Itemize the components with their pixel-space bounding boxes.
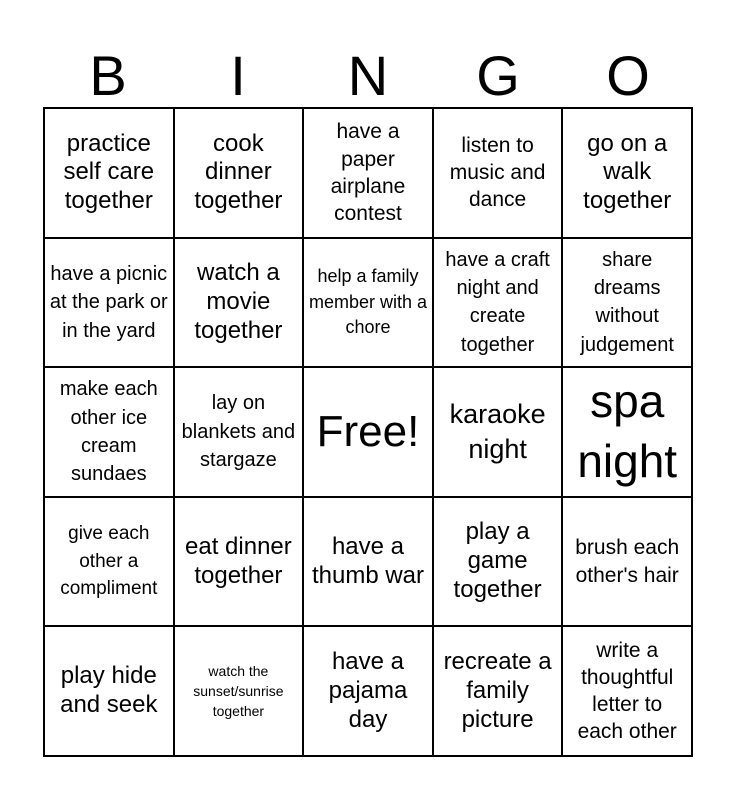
header-letter-o: O xyxy=(606,44,650,107)
bingo-cell[interactable]: play hide and seek xyxy=(44,626,174,756)
bingo-cell[interactable]: brush each other's hair xyxy=(562,497,692,627)
bingo-cell[interactable]: practice self care together xyxy=(44,108,174,238)
bingo-cell[interactable]: listen to music and dance xyxy=(433,108,563,238)
header-letter-g: G xyxy=(476,44,520,107)
bingo-free-cell[interactable]: Free! xyxy=(303,367,433,497)
bingo-cell[interactable]: give each other a compliment xyxy=(44,497,174,627)
bingo-cell[interactable]: lay on blankets and stargaze xyxy=(174,367,304,497)
bingo-cell[interactable]: watch a movie together xyxy=(174,238,304,368)
header-letter-n: N xyxy=(347,44,389,107)
bingo-cell[interactable]: have a paper airplane contest xyxy=(303,108,433,238)
bingo-cell[interactable]: go on a walk together xyxy=(562,108,692,238)
bingo-cell[interactable]: write a thoughtful letter to each other xyxy=(562,626,692,756)
bingo-card-grid xyxy=(43,107,693,757)
bingo-cell[interactable]: cook dinner together xyxy=(174,108,304,238)
bingo-cell[interactable]: karaoke night xyxy=(433,367,563,497)
bingo-cell[interactable]: have a craft night and create together xyxy=(433,238,563,368)
bingo-cell[interactable]: eat dinner together xyxy=(174,497,304,627)
header-letter-b: B xyxy=(89,44,127,107)
bingo-cell[interactable]: help a family member with a chore xyxy=(303,238,433,368)
bingo-cell[interactable]: spa night xyxy=(562,367,692,497)
bingo-cell[interactable]: have a pajama day xyxy=(303,626,433,756)
header-letter-i: I xyxy=(230,44,246,107)
bingo-cell[interactable]: make each other ice cream sundaes xyxy=(44,367,174,497)
bingo-cell[interactable]: play a game together xyxy=(433,497,563,627)
bingo-cell[interactable]: recreate a family picture xyxy=(433,626,563,756)
bingo-header xyxy=(43,44,693,108)
bingo-cell[interactable]: have a thumb war xyxy=(303,497,433,627)
bingo-cell[interactable]: share dreams without judgement xyxy=(562,238,692,368)
bingo-cell[interactable]: have a picnic at the park or in the yard xyxy=(44,238,174,368)
bingo-cell[interactable]: watch the sunset/sunrise together xyxy=(174,626,304,756)
